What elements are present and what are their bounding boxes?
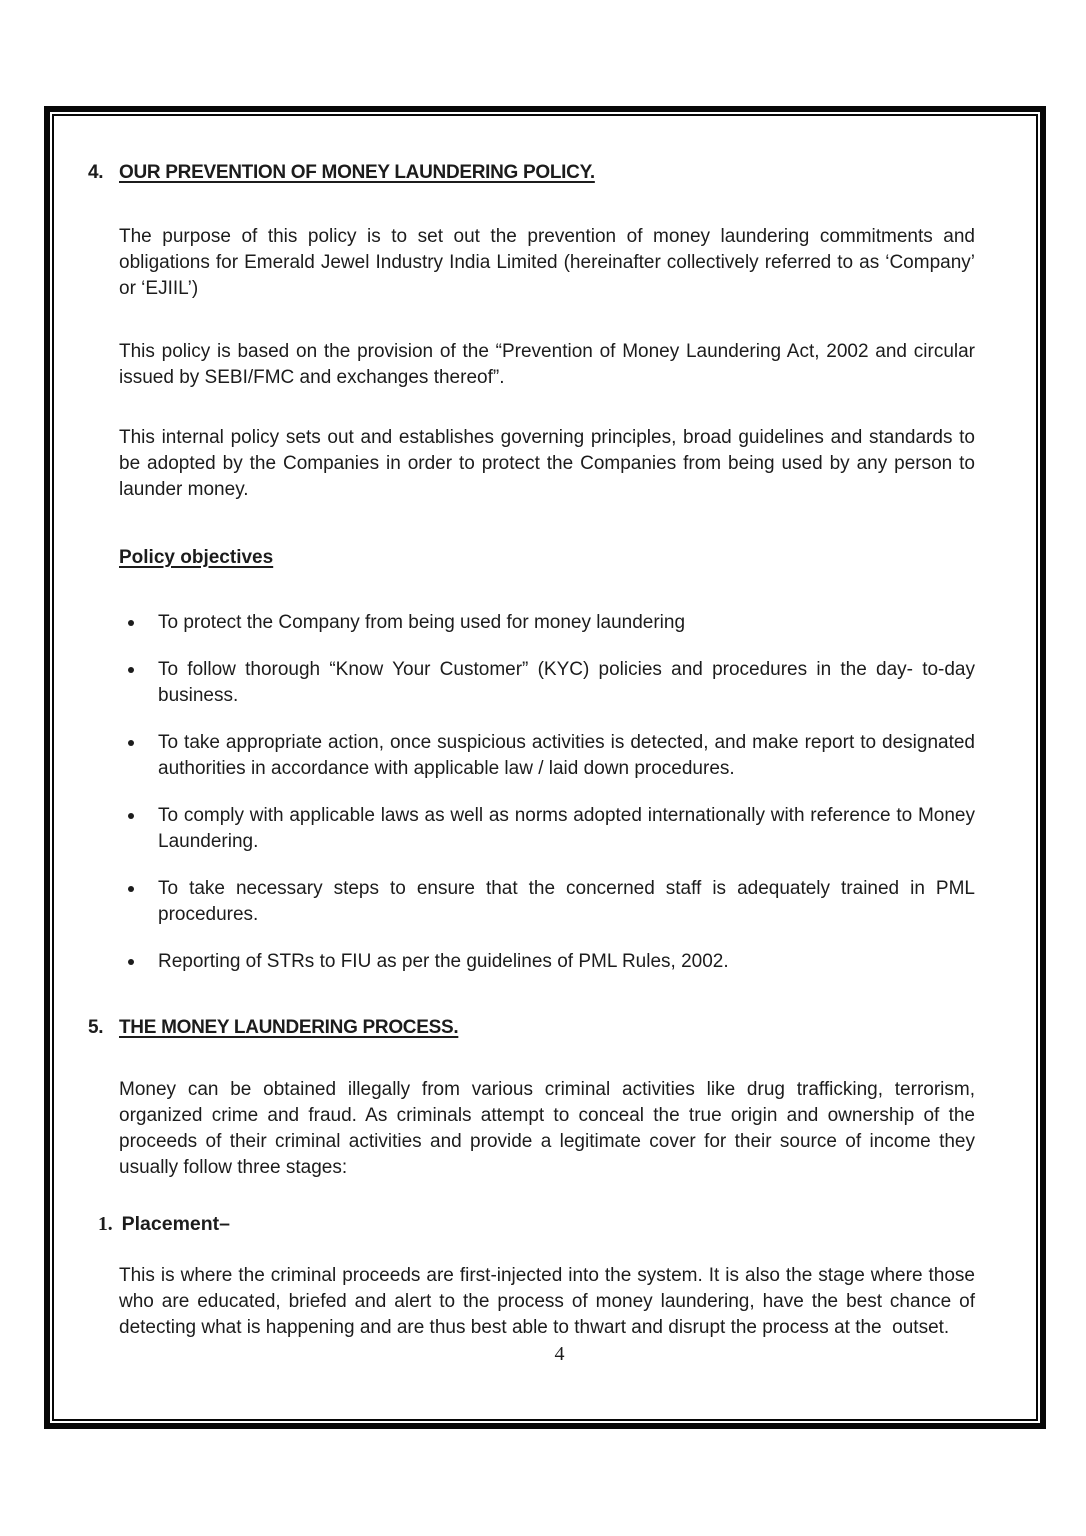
objective-item: To follow thorough “Know Your Customer” (KYC) policies and procedures in the day- to-day business. — [119, 657, 975, 709]
section-number: 4. — [88, 162, 104, 183]
page-number: 4 — [554, 1343, 565, 1365]
bullet-icon — [128, 667, 134, 673]
placement-paragraph: This is where the criminal proceeds are first-injected into the system. It is also the stage where those who are educated, briefed and alert to the process of money laundering, have the best chance of detecting what is happening and are thus best able to thwart and disrupt the process at the outset. — [119, 1265, 981, 1338]
section-title: THE MONEY LAUNDERING PROCESS. — [119, 1017, 459, 1038]
page-frame-inner — [52, 114, 1038, 1421]
objective-item: To take appropriate action, once suspicious activities is detected, and make report to designated authorities in accordance with applicable law / laid down procedures. — [119, 730, 975, 782]
objective-item: Reporting of STRs to FIU as per the guidelines of PML Rules, 2002. — [119, 949, 975, 975]
page-frame — [44, 106, 1046, 1429]
process-intro-paragraph: Money can be obtained illegally from various criminal activities like drug trafficking, terrorism, organized crime and fraud. As criminals attempt to conceal the true origin and ownership of the proceeds of their criminal activities and provide a legitimate cover for their source of income they usually follow three stages: — [119, 1079, 981, 1178]
objective-item: To comply with applicable laws as well as norms adopted internationally with reference to Money Laundering. — [119, 803, 975, 855]
document-page — [54, 116, 1036, 1419]
objective-item: To protect the Company from being used for money laundering — [119, 610, 975, 636]
bullet-icon — [128, 620, 134, 626]
bullet-icon — [128, 886, 134, 892]
placement-subheading — [98, 1211, 975, 1238]
section-number: 5. — [88, 1017, 104, 1038]
policy-objectives-subheading: Policy objectives — [119, 547, 274, 568]
subsection-number: 1. — [98, 1214, 113, 1235]
section-5-heading — [88, 1015, 975, 1041]
internal-policy-paragraph: This internal policy sets out and establishes governing principles, broad guidelines and standards to be adopted by the Companies in order to protect the Companies from being used by any person to launder money. — [119, 427, 981, 500]
objective-item: To take necessary steps to ensure that the concerned staff is adequately trained in PML procedures. — [119, 876, 975, 928]
bullet-icon — [128, 813, 134, 819]
section-4-heading — [88, 160, 975, 186]
objectives-list — [119, 610, 975, 975]
bullet-icon — [128, 959, 134, 965]
subsection-label: Placement– — [121, 1213, 231, 1235]
purpose-paragraph: The purpose of this policy is to set out the prevention of money laundering commitments and obligations for Emerald Jewel Industry India Limited (hereinafter collectively referred to as ‘Company’ or ‘EJIIL’) — [119, 226, 981, 299]
bullet-icon — [128, 740, 134, 746]
section-title: OUR PREVENTION OF MONEY LAUNDERING POLICY. — [119, 162, 595, 183]
policy-basis-paragraph: This policy is based on the provision of the “Prevention of Money Laundering Act, 2002 and circular issued by SEBI/FMC and exchanges thereof”. — [119, 341, 981, 388]
